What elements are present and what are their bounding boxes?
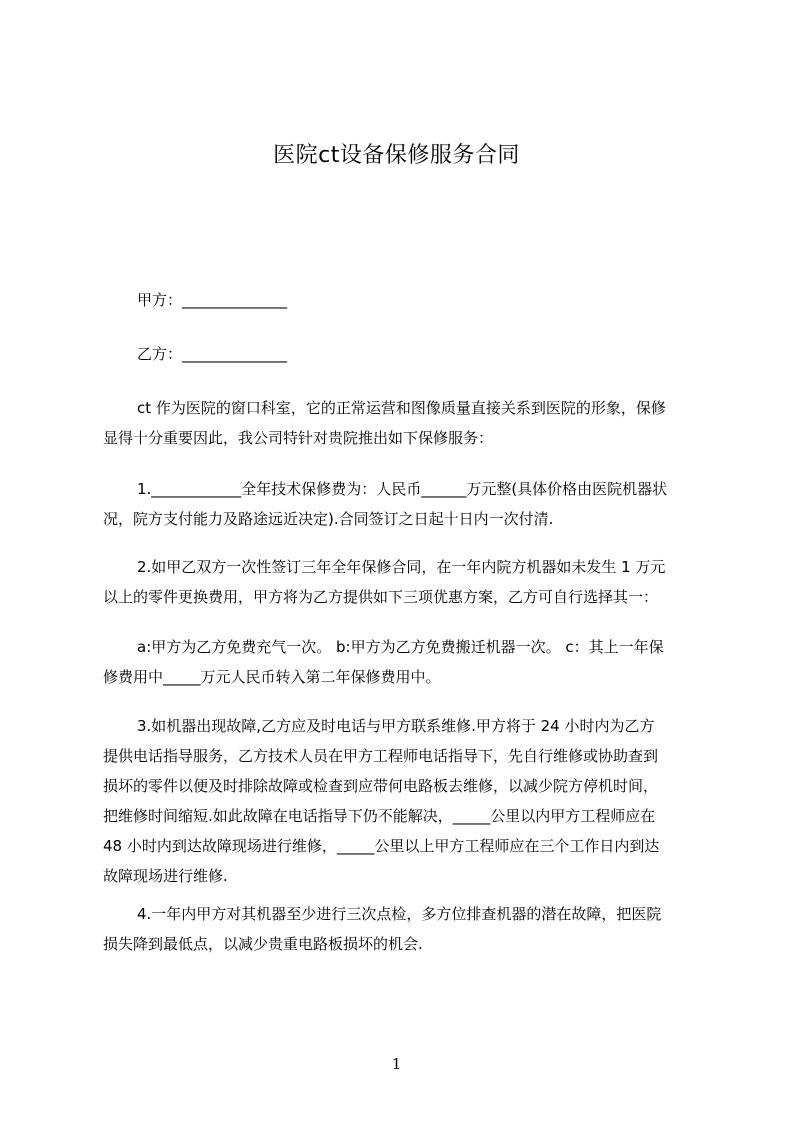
clause-3 [103, 711, 707, 891]
page-title: 医院ct设备保修服务合同 [273, 143, 520, 168]
paragraph-line: 故障现场进行维修. [103, 867, 228, 885]
paragraph-line: 4.一年内甲方对其机器至少进行三次点检，多方位排查机器的潜在故障，把医院 [137, 905, 662, 923]
paragraph-line: 损失降到最低点，以减少贵重电路板损坏的机会. [103, 935, 423, 953]
paragraph-line: 修费用中_____万元人民币转入第二年保修费用中。 [103, 668, 441, 686]
clause-1 [103, 474, 707, 534]
intro-paragraph [103, 393, 707, 453]
options-paragraph [103, 632, 707, 692]
paragraph-line: 损坏的零件以便及时排除故障或检查到应带何电路板去维修，以减少院方停机时间， [103, 777, 659, 795]
clause-4 [103, 899, 707, 959]
party-a-line: 甲方：______________ [137, 291, 288, 309]
party-b-line: 乙方：______________ [137, 345, 288, 363]
paragraph-line: a:甲方为乙方免费充气一次。 b:甲方为乙方免费搬迁机器一次。 c：其上一年保 [137, 638, 664, 656]
paragraph-line: 况，院方支付能力及路途远近决定).合同签订之日起十日内一次付清. [103, 510, 554, 528]
paragraph-line: 48 小时内到达故障现场进行维修，_____公里以上甲方工程师应在三个工作日内到达 [103, 837, 660, 855]
paragraph-line: 提供电话指导服务，乙方技术人员在甲方工程师电话指导下，先自行维修或协助查到 [103, 747, 659, 765]
paragraph-line: 2.如甲乙双方一次性签订三年全年保修合同，在一年内院方机器如未发生 1 万元 [137, 558, 666, 576]
page-number: 1 [391, 1055, 402, 1073]
paragraph-line: 1.____________全年技术保修费为：人民币______万元整(具体价格由医院机器状 [137, 480, 668, 498]
clause-2 [103, 552, 707, 612]
paragraph-line: 以上的零件更换费用，甲方将为乙方提供如下三项优惠方案，乙方可自行选择其一： [103, 588, 659, 606]
paragraph-line: 显得十分重要因此，我公司特针对贵院推出如下保修服务： [103, 429, 494, 447]
paragraph-line: 3.如机器出现故障,乙方应及时电话与甲方联系维修.甲方将于 24 小时内为乙方 [137, 717, 655, 735]
paragraph-line: ct 作为医院的窗口科室，它的正常运营和图像质量直接关系到医院的形象，保修 [137, 399, 666, 417]
paragraph-line: 把维修时间缩短.如此故障在电话指导下仍不能解决，_____公里以内甲方工程师应在 [103, 807, 656, 825]
